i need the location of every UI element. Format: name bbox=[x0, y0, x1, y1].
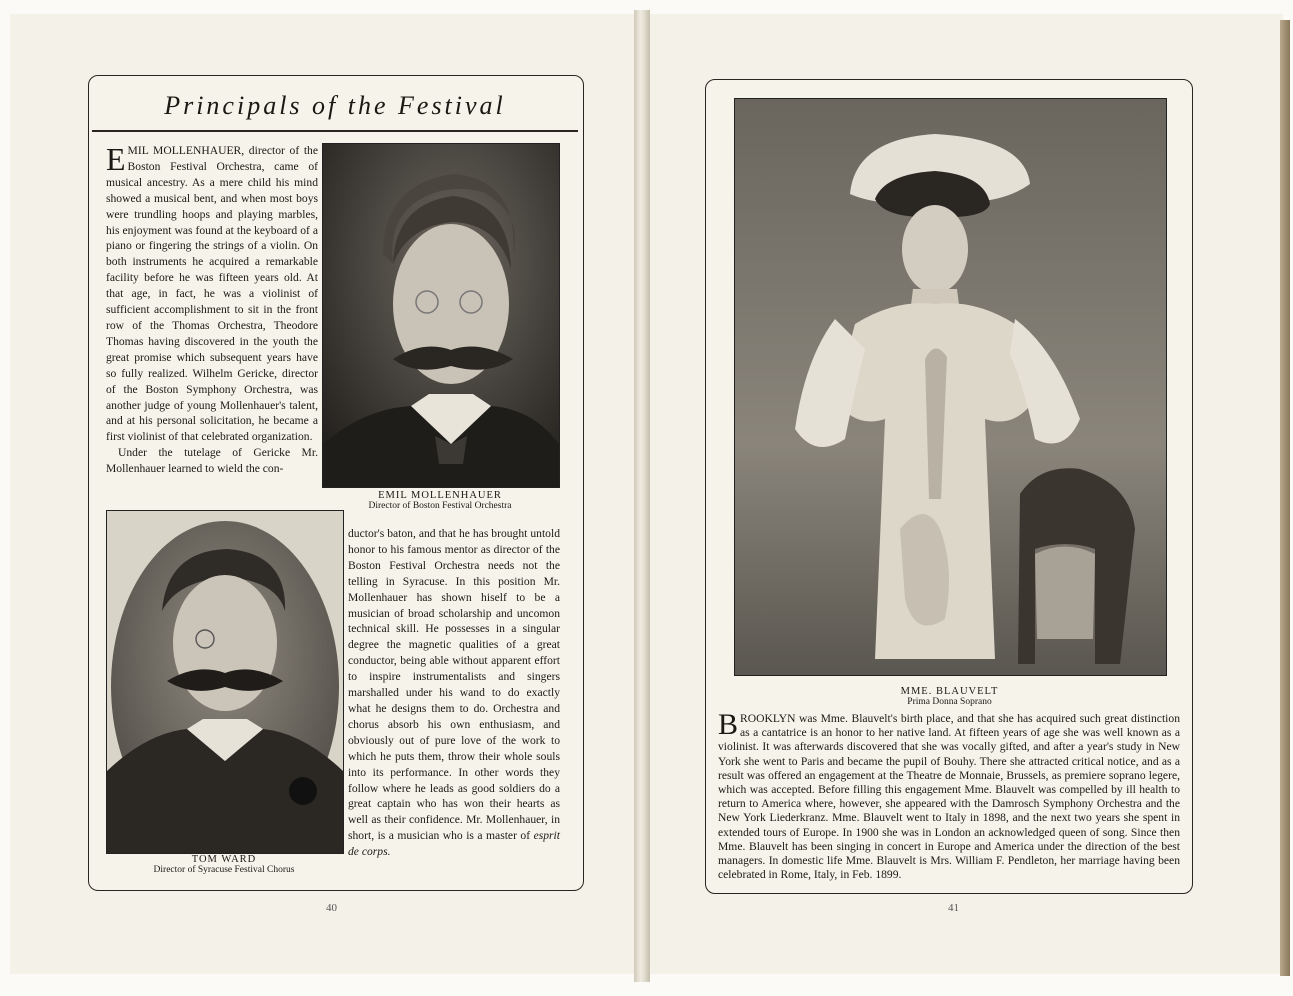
ward-portrait bbox=[106, 510, 344, 854]
ward-caption-title: Director of Syracuse Festival Chorus bbox=[153, 865, 295, 875]
blauvelt-caption-name: MME. BLAUVELT bbox=[900, 686, 999, 697]
dropcap-e: E bbox=[106, 141, 126, 177]
mollenhauer-para-2: Under the tutelage of Gericke Mr. Mollenhauer learned to wield the con- bbox=[106, 446, 318, 476]
right-page-number: 41 bbox=[948, 902, 959, 914]
mollenhauer-portrait bbox=[322, 143, 560, 488]
mollenhauer-caption-name: EMIL MOLLENHAUER bbox=[378, 490, 502, 501]
blauvelt-caption bbox=[734, 686, 1165, 707]
ward-caption-name: TOM WARD bbox=[191, 854, 257, 865]
book-gutter bbox=[634, 10, 650, 982]
title-rule bbox=[92, 130, 578, 132]
mollenhauer-para-1: EMIL MOLLENHAUER, director of the Boston Festival Orchestra, came of musical ancestry. As a mere child his mind showed a musical bent, and when most boys were trundling hoops and playing marbles, his enjoyment was found at the keyboard of a piano or fingering the strings of a violin. On both instruments he acquired a remarkable facility before he was fifteen years old. At that age, in fact, he was a violinist of sufficient accomplishment to sit in the front row of the Thomas Orchestra, Theodore Thomas having discovered in the youth the great promise which subsequent years have so fully realized. Wilhelm Gericke, director of the Boston Symphony Orchestra, was another judge of young Mollenhauer's talent, and at his personal solicitation, he became a first violinist of that celebrated organization. bbox=[106, 141, 318, 444]
mollenhauer-column-2 bbox=[348, 526, 560, 860]
page-edges bbox=[1280, 20, 1290, 976]
mollenhauer-caption-title: Director of Boston Festival Orchestra bbox=[368, 501, 512, 511]
mollenhauer-para-3: ductor's baton, and that he has brought untold honor to his famous mentor as director of the Boston Festival Orchestra needs not the telling in Syracuse. In this position Mr. Mollenhauer has shown hiself to be a musician of broad scholarship and uncomon technical skill. He possesses in a singular degree the magnetic qualities of a great conductor, being able without apparent effort to inspire instrumentalists and singers marshalled under his wand to do exactly what he designs them to do. Orchestra and chorus absorb his own enthusiasm, and obviously out of pure love of the work to which he puts them, throw their whole souls into its performance. In other words they follow where he leads as good soldiers do a great captain who has won their hearts as well as their confidence. Mr. Mollenhauer, in short, is a musician who is a master of esprit de corps. bbox=[348, 527, 560, 859]
blauvelt-text bbox=[718, 708, 1180, 882]
esprit-de-corps: esprit de corps. bbox=[348, 829, 560, 859]
mollenhauer-caption bbox=[322, 490, 558, 511]
blauvelt-portrait-image bbox=[735, 99, 1166, 675]
page-title: Principals of the Festival bbox=[164, 91, 506, 120]
left-page-number: 40 bbox=[326, 902, 337, 914]
blauvelt-para: BROOKLYN was Mme. Blauvelt's birth place, and that she has acquired such great distinction as a cantatrice is an honor to her native land. At fifteen years of age she was well known as a violinist. It was afterwards discovered that she was vocally gifted, and after a year's study in New York she went to Paris and became the pupil of Bouhy. There she attracted critical notice, and as a result was offered an engagement at the Theatre de Monnaie, Brussels, as premiere soprano legere, which was accepted. Before filling this engagement Mme. Blauvelt was compelled by ill health to return to America where, however, she appeared with the Damrosch Symphony Orchestra and the New York Liederkranz. Mme. Blauvelt went to Italy in 1898, and the next two years she spent in extended tours of Europe. In 1900 she was in London an acknowledged queen of song. Since then Mme. Blauvelt has been singing in concert in Europe and America under the direction of the best managers. In domestic life Mme. Blauvelt is Mrs. William F. Pendleton, her marriage having been celebrated in Rome, Italy, in Feb. 1899. bbox=[718, 708, 1180, 882]
mollenhauer-column-1 bbox=[106, 143, 318, 477]
blauvelt-caption-title: Prima Donna Soprano bbox=[907, 697, 992, 707]
ward-portrait-image bbox=[107, 511, 343, 853]
mollenhauer-portrait-image bbox=[323, 144, 559, 487]
ward-caption bbox=[106, 854, 342, 875]
blauvelt-portrait bbox=[734, 98, 1167, 676]
dropcap-b: B bbox=[718, 708, 739, 741]
